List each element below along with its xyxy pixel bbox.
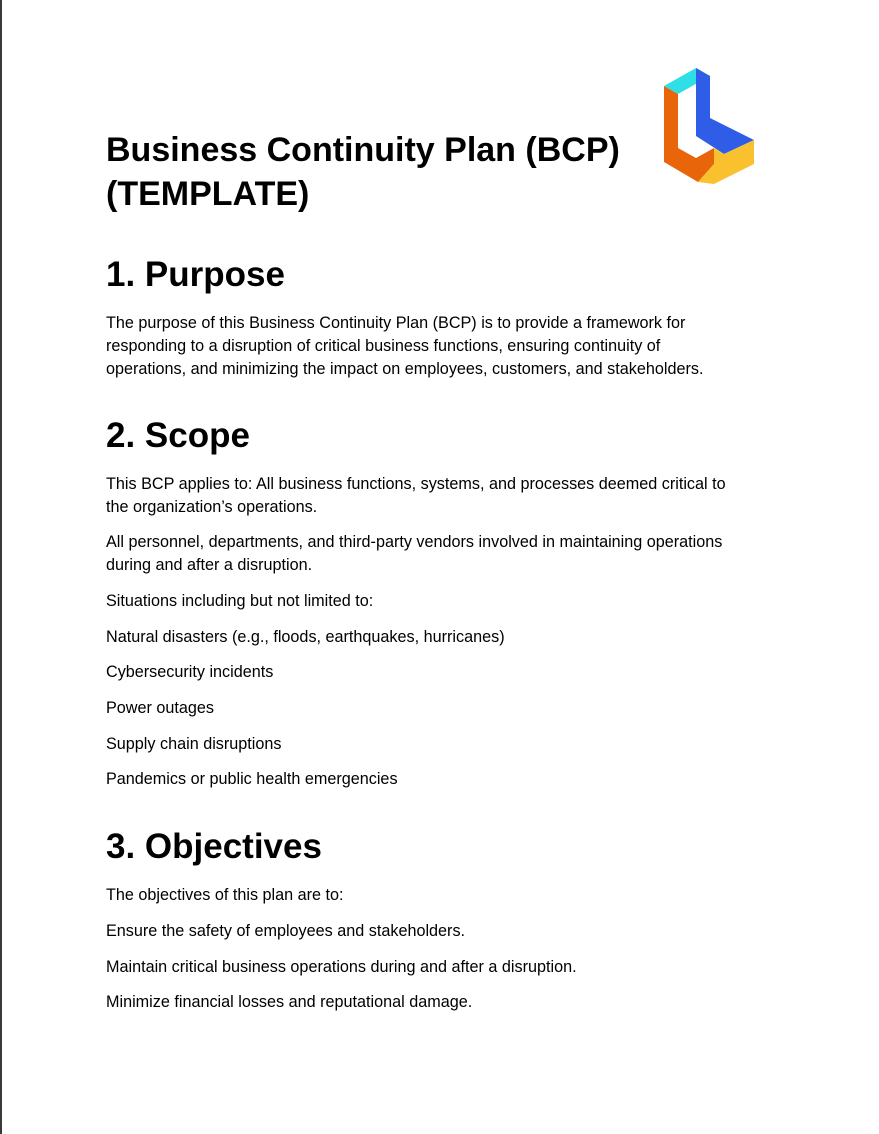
scope-line: All personnel, departments, and third-party vendors involved in maintaining operations (106, 533, 723, 551)
scope-paragraph-personnel (106, 531, 786, 577)
document-title-line2: (TEMPLATE) (106, 175, 310, 213)
scope-item-natural-disasters: Natural disasters (e.g., floods, earthquakes, hurricanes) (106, 628, 505, 646)
objective-operations: Maintain critical business operations during and after a disruption. (106, 958, 577, 976)
purpose-line: The purpose of this Business Continuity Plan (BCP) is to provide a framework for (106, 314, 686, 332)
scope-line: during and after a disruption. (106, 556, 313, 574)
scope-item-pandemics: Pandemics or public health emergencies (106, 770, 398, 788)
scope-item-supply-chain: Supply chain disruptions (106, 735, 282, 753)
purpose-heading: 1. Purpose (106, 255, 285, 294)
purpose-line: operations, and minimizing the impact on employees, customers, and stakeholders. (106, 360, 704, 378)
objectives-intro: The objectives of this plan are to: (106, 886, 344, 904)
scope-line: the organization’s operations. (106, 498, 318, 516)
objectives-heading: 3. Objectives (106, 827, 322, 866)
purpose-line: responding to a disruption of critical business functions, ensuring continuity of (106, 337, 661, 355)
scope-line: This BCP applies to: All business functions, systems, and processes deemed critical to (106, 475, 726, 493)
scope-situations-intro: Situations including but not limited to: (106, 592, 374, 610)
document-title-line1: Business Continuity Plan (BCP) (106, 131, 620, 169)
scope-item-power-outages: Power outages (106, 699, 214, 717)
logo-blue-face (696, 68, 754, 154)
scope-heading: 2. Scope (106, 416, 250, 455)
objective-losses: Minimize financial losses and reputational damage. (106, 993, 473, 1011)
scope-paragraph-applies (106, 473, 786, 519)
objective-safety: Ensure the safety of employees and stakeholders. (106, 922, 466, 940)
company-logo (664, 66, 756, 184)
document-title (106, 128, 666, 216)
purpose-paragraph (106, 312, 786, 381)
scope-item-cybersecurity: Cybersecurity incidents (106, 663, 274, 681)
